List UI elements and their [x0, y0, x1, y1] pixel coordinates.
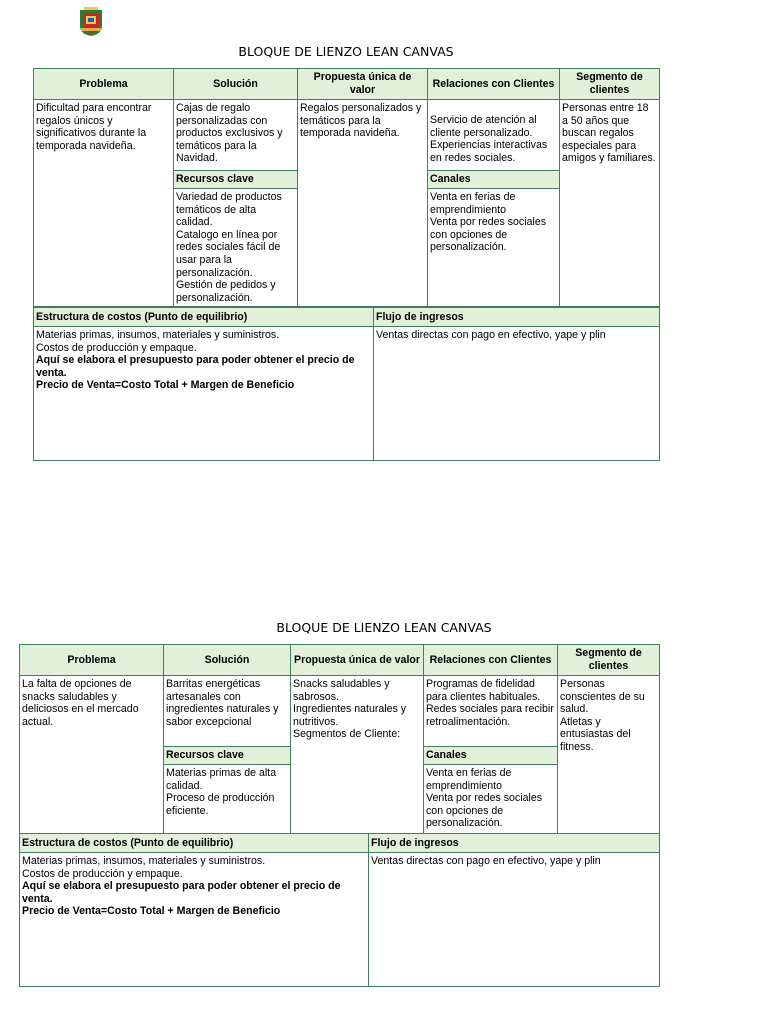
recursos-text: Variedad de productos temáticos de alta calidad. Catalogo en línea por redes sociales fácil de usar para la personalización. Gestión de pedidos y personalización.: [176, 191, 282, 304]
segmento-text: Personas entre 18 a 50 años que buscan regalos especiales para amigos y familiares.: [562, 102, 656, 165]
header-segmento: Segmento de clientes: [558, 645, 660, 676]
costos-bold-2: Precio de Venta=Costo Total + Margen de Beneficio: [22, 905, 281, 918]
canales-label: Canales: [428, 171, 560, 189]
lean-canvas-bottom-table: [19, 833, 660, 987]
emblem-logo: [78, 6, 104, 37]
header-solucion: Solución: [164, 645, 291, 676]
ingresos-cell: [369, 853, 660, 987]
canales-text: Venta en ferias de emprendimiento Venta por redes sociales con opciones de personalización.: [426, 767, 543, 830]
segmento-cell: [558, 676, 660, 834]
relaciones-text: Programas de fidelidad para clientes habituales. Redes sociales para recibir retroalimentación.: [426, 678, 554, 728]
solucion-text: Cajas de regalo personalizadas con productos exclusivos y temáticos para la Navidad.: [176, 102, 283, 165]
segmento-text: Personas conscientes de su salud. Atletas y entusiastas del fitness.: [560, 678, 645, 753]
propuesta-cell: [291, 676, 424, 834]
ingresos-text: Ventas directas con pago en efectivo, yape y plin: [371, 855, 601, 867]
costos-cell: [34, 327, 374, 461]
ingresos-label: Flujo de ingresos: [374, 308, 660, 327]
header-relaciones: Relaciones con Clientes: [428, 69, 560, 100]
costos-line-2: Costos de producción y empaque.: [36, 341, 197, 354]
header-solucion: Solución: [174, 69, 298, 100]
relaciones-cell: [424, 676, 558, 747]
propuesta-cell: [298, 100, 428, 307]
recursos-label: Recursos clave: [174, 171, 298, 189]
costos-line-1: Materias primas, insumos, materiales y suministros.: [36, 329, 280, 341]
problema-cell: [34, 100, 174, 307]
lean-canvas-table: [33, 68, 660, 307]
ingresos-cell: [374, 327, 660, 461]
costos-line-2: Costos de producción y empaque.: [22, 867, 183, 880]
problema-cell: [20, 676, 164, 834]
header-relaciones: Relaciones con Clientes: [424, 645, 558, 676]
solucion-text: Barritas energéticas artesanales con ingredientes naturales y sabor excepcional: [166, 678, 279, 728]
propuesta-text: Snacks saludables y sabrosos. Ingredientes naturales y nutritivos. Segmentos de Cliente:: [293, 678, 407, 741]
costos-bold-1: Aquí se elabora el presupuesto para poder obtener el precio de venta.: [22, 880, 341, 905]
recursos-cell: [164, 765, 291, 834]
canvas-title: BLOQUE DE LIENZO LEAN CANVAS: [238, 44, 454, 59]
costos-label: Estructura de costos (Punto de equilibrio): [34, 308, 374, 327]
lean-canvas-table: [19, 644, 660, 834]
canales-cell: [428, 189, 560, 307]
canales-cell: [424, 765, 558, 834]
header-propuesta: Propuesta única de valor: [291, 645, 424, 676]
problema-text: La falta de opciones de snacks saludables y deliciosos en el mercado actual.: [22, 678, 139, 728]
costos-cell: [20, 853, 369, 987]
canvas-title: BLOQUE DE LIENZO LEAN CANVAS: [276, 620, 492, 635]
relaciones-text: Servicio de atención al cliente personalizado. Experiencias interactivas en redes sociales.: [430, 114, 548, 164]
costos-line-1: Materias primas, insumos, materiales y suministros.: [22, 855, 266, 867]
recursos-cell: [174, 189, 298, 307]
costos-bold-2: Precio de Venta=Costo Total + Margen de Beneficio: [36, 379, 295, 392]
segmento-cell: [560, 100, 660, 307]
ingresos-label: Flujo de ingresos: [369, 834, 660, 853]
problema-text: Dificultad para encontrar regalos únicos y significativos durante la temporada navideña.: [36, 102, 152, 152]
solucion-cell: [174, 100, 298, 171]
canales-label: Canales: [424, 747, 558, 765]
solucion-cell: [164, 676, 291, 747]
recursos-label: Recursos clave: [164, 747, 291, 765]
lean-canvas-bottom-table: [33, 307, 660, 461]
canales-text: Venta en ferias de emprendimiento Venta por redes sociales con opciones de personalización.: [430, 191, 547, 254]
costos-label: Estructura de costos (Punto de equilibrio): [20, 834, 369, 853]
recursos-text: Materias primas de alta calidad. Proceso de producción eficiente.: [166, 767, 277, 817]
header-propuesta: Propuesta única de valor: [298, 69, 428, 100]
header-segmento: Segmento de clientes: [560, 69, 660, 100]
costos-bold-1: Aquí se elabora el presupuesto para poder obtener el precio de venta.: [36, 354, 355, 379]
ingresos-text: Ventas directas con pago en efectivo, yape y plin: [376, 329, 606, 341]
header-problema: Problema: [34, 69, 174, 100]
propuesta-text: Regalos personalizados y temáticos para la temporada navideña.: [300, 102, 422, 140]
header-problema: Problema: [20, 645, 164, 676]
relaciones-cell: [428, 100, 560, 171]
